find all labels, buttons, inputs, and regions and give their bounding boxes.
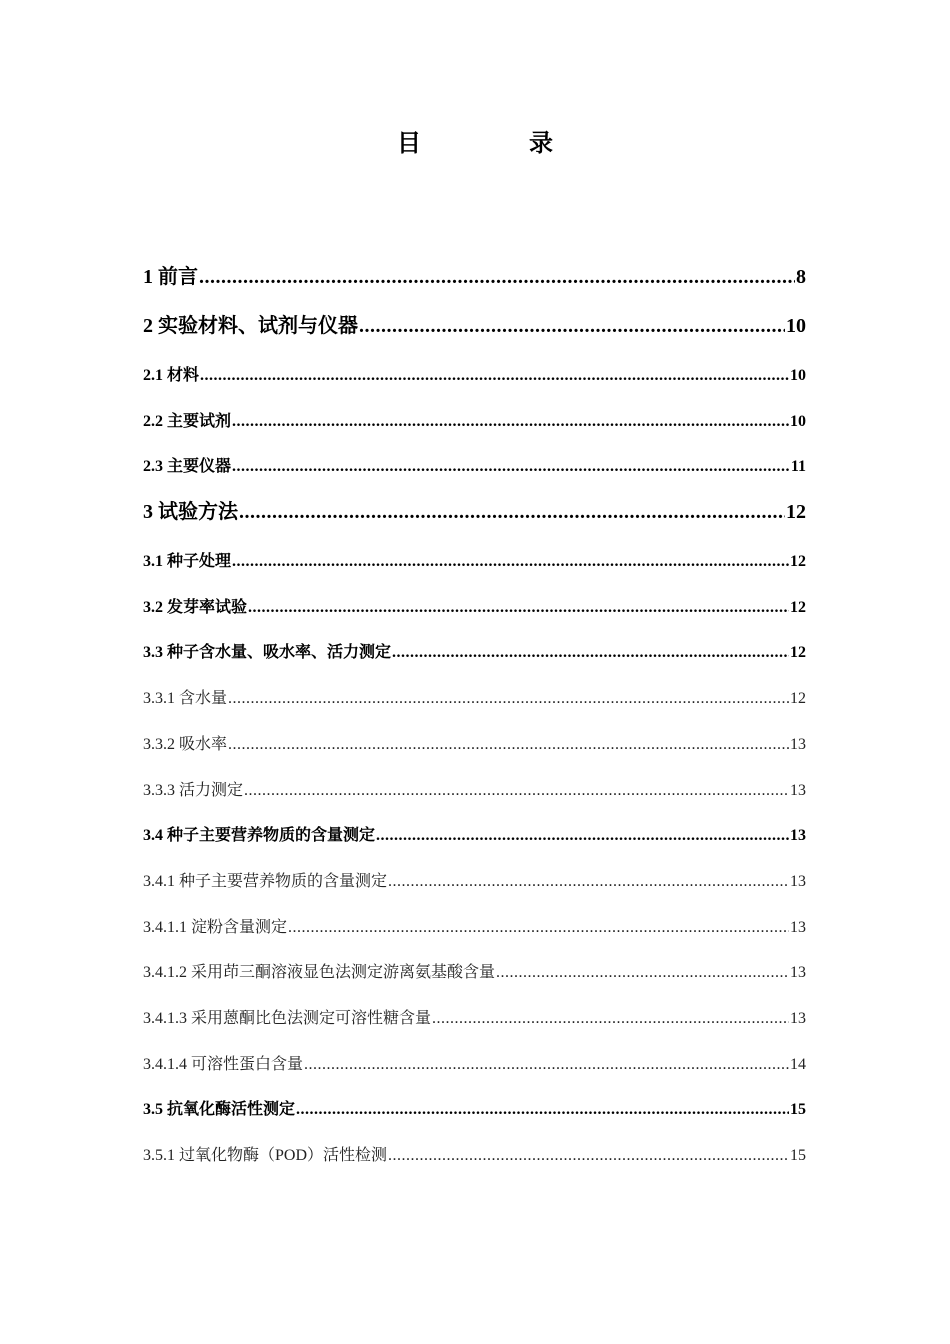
dot-leader bbox=[200, 353, 789, 398]
toc-page-number: 10 bbox=[786, 315, 806, 337]
dot-leader bbox=[304, 1042, 789, 1087]
toc-entry[interactable] bbox=[143, 676, 806, 722]
toc-page-number: 13 bbox=[790, 827, 806, 845]
toc-entry-label: 3.3 种子含水量、吸水率、活力测定 bbox=[143, 644, 392, 662]
toc-page-number: 11 bbox=[790, 458, 806, 476]
toc-page-number: 10 bbox=[790, 367, 806, 384]
dot-leader bbox=[228, 722, 789, 767]
toc-entry[interactable] bbox=[143, 1042, 806, 1088]
dot-leader bbox=[199, 255, 795, 300]
dot-leader bbox=[388, 859, 789, 904]
dot-leader bbox=[288, 905, 789, 950]
toc-entry[interactable] bbox=[143, 304, 806, 353]
toc-entry[interactable] bbox=[143, 490, 806, 539]
toc-entry-label: 3.3.1 含水量 bbox=[143, 690, 228, 708]
toc-entry-label: 2.2 主要试剂 bbox=[143, 412, 232, 430]
toc-entry-label: 3 试验方法 bbox=[143, 501, 238, 524]
dot-leader bbox=[228, 676, 789, 721]
dot-leader bbox=[232, 539, 789, 584]
toc-entry[interactable] bbox=[143, 399, 806, 445]
toc-entry-label: 3.4 种子主要营养物质的含量测定 bbox=[143, 827, 376, 845]
toc-page-number: 13 bbox=[790, 735, 806, 753]
toc-entry[interactable] bbox=[143, 722, 806, 768]
dot-leader bbox=[232, 399, 789, 444]
toc-page-number: 13 bbox=[790, 1009, 806, 1027]
toc-page-number: 12 bbox=[790, 553, 806, 571]
toc-page-number: 13 bbox=[790, 964, 806, 982]
dot-leader bbox=[388, 1133, 789, 1178]
toc-page-number: 13 bbox=[790, 781, 806, 799]
toc-entry-label: 3.4.1 种子主要营养物质的含量测定 bbox=[143, 872, 388, 890]
dot-leader bbox=[239, 490, 785, 535]
dot-leader bbox=[496, 950, 789, 995]
toc-entry[interactable] bbox=[143, 1133, 806, 1179]
toc-entry-label: 3.4.1.1 淀粉含量测定 bbox=[143, 918, 288, 936]
toc-entry-label: 3.4.1.4 可溶性蛋白含量 bbox=[143, 1055, 304, 1073]
toc-entry-label: 2.3 主要仪器 bbox=[143, 458, 232, 476]
toc-entry[interactable] bbox=[143, 1087, 806, 1133]
toc-entry-label: 2 实验材料、试剂与仪器 bbox=[143, 315, 358, 337]
toc-entry[interactable] bbox=[143, 353, 806, 399]
toc-entry[interactable] bbox=[143, 444, 806, 490]
toc-entry-label: 1 前言 bbox=[143, 266, 198, 288]
dot-leader bbox=[432, 996, 789, 1041]
toc-page-number: 8 bbox=[796, 266, 806, 288]
toc-entry[interactable] bbox=[143, 859, 806, 905]
toc-entry[interactable] bbox=[143, 905, 806, 951]
toc-page-number: 12 bbox=[790, 644, 806, 662]
toc-entry[interactable] bbox=[143, 768, 806, 814]
toc-entry-label: 3.3.3 活力测定 bbox=[143, 781, 244, 799]
toc-entry[interactable] bbox=[143, 950, 806, 996]
dot-leader bbox=[248, 585, 789, 630]
toc-page-number: 15 bbox=[790, 1147, 806, 1164]
toc-entry-label: 3.2 发芽率试验 bbox=[143, 598, 248, 616]
dot-leader bbox=[232, 444, 790, 489]
dot-leader bbox=[392, 630, 789, 675]
toc-page-number: 14 bbox=[790, 1055, 806, 1073]
toc-entry[interactable] bbox=[143, 630, 806, 676]
toc-entry[interactable] bbox=[143, 996, 806, 1042]
toc-page-number: 10 bbox=[790, 412, 806, 430]
toc-entry-label: 3.5.1 过氧化物酶（POD）活性检测 bbox=[143, 1147, 388, 1164]
toc-entry-label: 3.3.2 吸水率 bbox=[143, 735, 228, 753]
page-title: 目 录 bbox=[397, 129, 595, 157]
toc-entry[interactable] bbox=[143, 585, 806, 631]
dot-leader bbox=[376, 813, 789, 858]
toc-entry-label: 3.1 种子处理 bbox=[143, 553, 232, 571]
toc-entry-label: 3.5 抗氧化酶活性测定 bbox=[143, 1101, 296, 1119]
toc-entry-label: 3.4.1.2 采用茚三酮溶液显色法测定游离氨基酸含量 bbox=[143, 964, 496, 982]
toc-page-number: 13 bbox=[790, 872, 806, 890]
dot-leader bbox=[244, 768, 789, 813]
toc-entry-label: 3.4.1.3 采用蒽酮比色法测定可溶性糖含量 bbox=[143, 1009, 432, 1027]
dot-leader bbox=[296, 1087, 789, 1132]
toc-page-number: 12 bbox=[790, 690, 806, 708]
toc-entry[interactable] bbox=[143, 813, 806, 859]
toc-page-number: 15 bbox=[790, 1101, 806, 1119]
toc-page-number: 12 bbox=[786, 501, 806, 524]
toc-page-number: 12 bbox=[790, 598, 806, 616]
toc-entry[interactable] bbox=[143, 255, 806, 304]
toc-list bbox=[143, 255, 806, 1179]
dot-leader bbox=[359, 304, 785, 349]
toc-page-number: 13 bbox=[790, 918, 806, 936]
toc-entry[interactable] bbox=[143, 539, 806, 585]
toc-entry-label: 2.1 材料 bbox=[143, 367, 200, 384]
